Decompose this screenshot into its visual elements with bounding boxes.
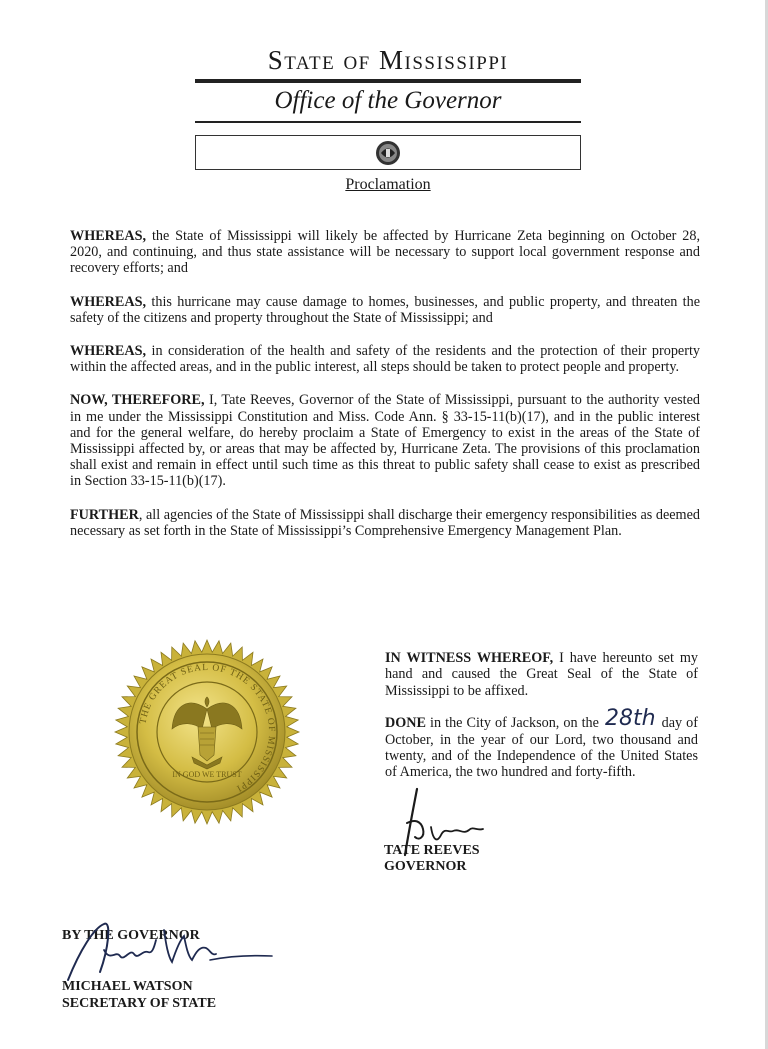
paragraph-lead: WHEREAS,: [70, 293, 147, 310]
paragraph-now-therefore: [70, 392, 700, 489]
done-paragraph: [385, 706, 698, 781]
witness-text: I have hereunto set my hand and caused the Great Seal of the State of Mississippi to be affixed.: [385, 650, 698, 699]
paragraph-text: this hurricane may cause damage to homes, businesses, and public property, and threaten the safety of the citizens and property throughout the State of Mississippi; and: [70, 293, 700, 326]
paragraph-lead: FURTHER: [70, 506, 139, 523]
state-title: State of Mississippi: [195, 44, 581, 83]
paragraph-text: I, Tate Reeves, Governor of the State of Mississippi, pursuant to the authority vested in me under the Mississippi Constitution and Miss. Code Ann. § 33-15-11(b)(17), and in the public interest and for the general welfare, do hereby proclaim a State of Emergency to exist in the areas of the State of Mississippi affected by, or areas that may be affected by, Hurricane Zeta. The provisions of this proclamation shall exist and remain in effect until such time as this threat to public safety shall cease to exist as prescribed in Section 33-15-11(b)(17).: [70, 392, 700, 490]
seal-ring-text: THE GREAT SEAL OF THE STATE OF MISSISSIPPI: [138, 662, 277, 794]
governor-title: GOVERNOR: [384, 859, 467, 874]
office-title: Office of the Governor: [195, 83, 581, 123]
paragraph-text: the State of Mississippi will likely be affected by Hurricane Zeta beginning on October 28, 2020, and continuing, and thus state assistance will be necessary to support local government response and recovery efforts; and: [70, 228, 700, 277]
seal-motto: IN GOD WE TRUST: [172, 770, 242, 779]
secretary-signature: [60, 910, 275, 985]
governor-signature-block: [384, 843, 480, 875]
letterhead: [195, 44, 581, 195]
by-the-governor: BY THE GOVERNOR: [62, 928, 200, 943]
paragraph-whereas-2: [70, 294, 700, 326]
paragraph-further: [70, 507, 700, 539]
mini-seal-icon: [375, 140, 401, 166]
letterhead-seal-box: [195, 135, 581, 170]
done-text: day of October, in the year of our Lord, two thousand and twenty, and of the Independence of the United States of America, the two hundred and forty-fifth.: [385, 715, 698, 781]
paragraph-text: , all agencies of the State of Mississippi shall discharge their emergency responsibilities as deemed necessary as set forth in the State of Mississippi’s Comprehensive Emergency Management Plan.: [70, 506, 700, 539]
secretary-title: SECRETARY OF STATE: [62, 996, 217, 1011]
paragraph-lead: NOW, THEREFORE,: [70, 392, 205, 409]
paragraph-lead: WHEREAS,: [70, 228, 147, 244]
witness-paragraph: [385, 650, 698, 699]
secretary-name: MICHAEL WATSON: [62, 979, 193, 994]
governor-name: TATE REEVES: [384, 843, 480, 858]
paragraph-text: in consideration of the health and safety of the residents and the protection of their property within the affected areas, and in the public interest, all steps should be taken to protect people and property.: [70, 343, 700, 376]
handwritten-day: 28th: [605, 706, 656, 732]
witness-lead: IN WITNESS WHEREOF,: [385, 650, 554, 666]
paragraph-whereas-1: [70, 228, 700, 277]
witness-block: [385, 650, 698, 795]
done-text: in the City of Jackson, on the: [426, 715, 603, 732]
great-seal-icon: [112, 637, 302, 827]
proclamation-body: [70, 228, 700, 556]
done-lead: DONE: [385, 715, 426, 732]
paragraph-whereas-3: [70, 343, 700, 375]
proclamation-heading: Proclamation: [345, 176, 431, 193]
paragraph-lead: WHEREAS,: [70, 343, 147, 360]
